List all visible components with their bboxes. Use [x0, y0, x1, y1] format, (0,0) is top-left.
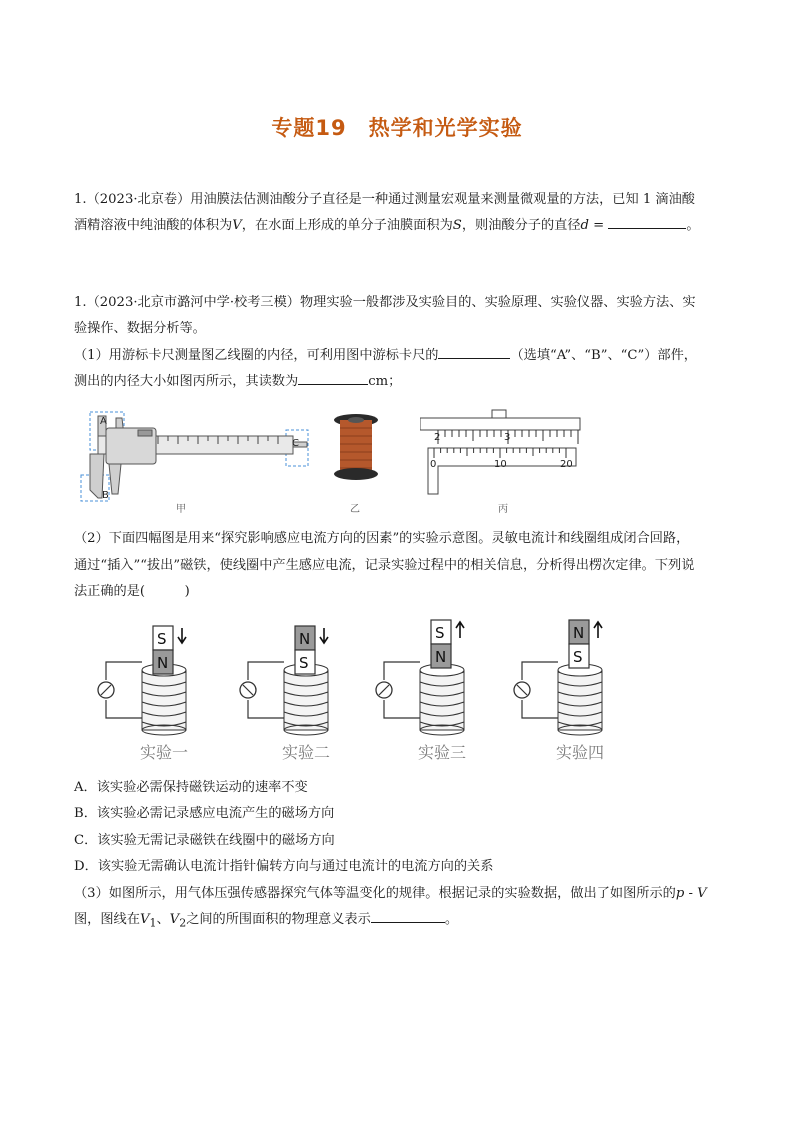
- magnet-bottom-label: N: [435, 648, 447, 666]
- vernier-scale-figure: [420, 408, 585, 500]
- coil-hole: [348, 417, 364, 423]
- main-scale-label-3: 3: [504, 432, 511, 443]
- q1-answer-blank[interactable]: [608, 214, 686, 229]
- q2-sub1-text-a: （1）用游标卡尺测量图乙线圈的内径，可利用图中游标卡尺的: [74, 348, 439, 363]
- experiment-4-caption: 实验四: [555, 743, 604, 762]
- vernier-label-0: 0: [430, 459, 437, 470]
- magnet-bottom-label: S: [299, 654, 309, 672]
- q2-sub1-unit: cm；: [368, 374, 402, 389]
- q2-sub1-blank2[interactable]: [298, 370, 368, 385]
- coil-bottom-flange: [334, 468, 378, 480]
- q1-line1: [74, 187, 724, 213]
- option-a-text: A．该实验必需保持磁铁运动的速率不变: [74, 780, 308, 795]
- q2-sub3-end: 。: [444, 912, 458, 927]
- q2-sub3-v1-sub: 1: [149, 916, 157, 930]
- q2-sub2-line2: [74, 553, 724, 579]
- q2-sub3-sep: 、: [156, 912, 170, 927]
- option-c[interactable]: [74, 828, 724, 854]
- main-scale-label-2: 2: [434, 432, 441, 443]
- option-d-text: D．该实验无需确认电流计指针偏转方向与通过电流计的电流方向的关系: [74, 859, 494, 874]
- q2-sub2-line3: [74, 579, 724, 605]
- q2-sub3-blank[interactable]: [371, 908, 445, 923]
- q2-text-2: 验操作、数据分析等。: [74, 321, 206, 336]
- magnet-top-label: N: [573, 624, 585, 642]
- q2-sub3-text-1: （3）如图所示，用气体压强传感器探究气体等温变化的规律。根据记录的实验数据，做出了如图所示的: [74, 886, 676, 901]
- q1-end: 。: [686, 218, 700, 233]
- arrow-down-icon: [320, 628, 328, 643]
- coil-figure: [326, 410, 386, 490]
- main-scale-beam: [420, 418, 580, 430]
- experiment-2-diagram: [228, 618, 368, 740]
- q1-var-v: V: [232, 218, 242, 233]
- q2-sub1-blank1[interactable]: [438, 344, 510, 359]
- q2-sub1-line1: [74, 343, 724, 369]
- q2-line2: [74, 316, 724, 342]
- q2-text-1: 1.（2023·北京市潞河中学·校考三模）物理实验一般都涉及实验目的、实验原理、实验仪器、实验方法、实: [74, 295, 696, 310]
- q2-sub3-v1: V: [139, 912, 150, 927]
- option-d[interactable]: [74, 854, 724, 880]
- q2-sub2-line1: [74, 526, 724, 552]
- arrow-up-icon: [594, 622, 602, 638]
- q1-var-s: S: [452, 218, 462, 233]
- experiment-1-diagram: [86, 618, 226, 740]
- q1-text-2a: 酒精溶液中纯油酸的体积为: [74, 218, 233, 233]
- q2-sub2-text-2: 通过“插入”“拔出”磁铁，使线圈中产生感应电流，记录实验过程中的相关信息，分析得出楞次定律。下列说: [74, 558, 695, 573]
- fig-caption-jia: 甲: [176, 504, 186, 515]
- arrow-down-icon: [178, 628, 186, 643]
- label-b: B: [102, 490, 109, 501]
- option-b[interactable]: [74, 801, 724, 827]
- vernier-label-20: 20: [560, 459, 573, 470]
- q1-equals: =: [588, 218, 609, 233]
- lock-screw: [138, 430, 152, 436]
- q2-sub1-text-b: （选填“A”、“B”、“C”）部件，: [510, 348, 697, 363]
- q2-line1: [74, 290, 724, 316]
- magnet-top-label: N: [299, 630, 311, 648]
- vernier-caliper-figure: [78, 408, 313, 503]
- q2-sub2-text-1: （2）下面四幅图是用来“探究影响感应电流方向的因素”的实验示意图。灵敏电流计和线圈组成闭合回路，: [74, 531, 690, 546]
- q2-sub3-v2: V: [169, 912, 180, 927]
- q2-sub2-text-3: 法正确的是( ): [74, 584, 190, 599]
- q2-sub3-line2: [74, 907, 724, 937]
- q1-text-2c: ，则油酸分子的直径: [461, 218, 581, 233]
- experiment-2-caption: 实验二: [281, 743, 330, 762]
- q2-sub1-line2: [74, 369, 724, 395]
- vernier-label-10: 10: [494, 459, 507, 470]
- magnet-top-label: S: [435, 624, 445, 642]
- magnet-top-label: S: [157, 630, 167, 648]
- coil-body: [420, 670, 464, 730]
- q2-sub3-v2-sub: 2: [179, 916, 187, 930]
- q1-var-d: d: [580, 218, 589, 233]
- q1-text-2b: ，在水面上形成的单分子油膜面积为: [241, 218, 453, 233]
- magnet-bottom-label: S: [573, 648, 583, 666]
- q2-sub3-pv: p - V: [675, 886, 707, 901]
- magnet-bottom-label: N: [157, 654, 169, 672]
- q1-line2: [74, 213, 724, 239]
- q2-sub3-text-2b: 之间的所围面积的物理意义表示: [186, 912, 371, 927]
- option-c-text: C．该实验无需记录磁铁在线圈中的磁场方向: [74, 833, 335, 848]
- coil-body: [558, 670, 602, 730]
- fig-caption-yi: 乙: [350, 504, 360, 515]
- q2-sub3-line1: [74, 881, 724, 907]
- q2-sub1-text-c: 测出的内径大小如图丙所示，其读数为: [74, 374, 299, 389]
- page-title: 专题19 热学和光学实验: [271, 116, 523, 140]
- experiment-3-caption: 实验三: [417, 743, 466, 762]
- experiment-4-diagram: [502, 618, 642, 740]
- coil-body: [284, 670, 328, 730]
- label-c: C: [292, 438, 299, 449]
- vernier-slider-plate: [428, 448, 576, 494]
- experiment-1-caption: 实验一: [139, 743, 188, 762]
- coil-body: [142, 670, 186, 730]
- experiment-3-diagram: [364, 618, 504, 740]
- q1-text-1: 1.（2023·北京卷）用油膜法估测油酸分子直径是一种通过测量宏观量来测量微观量的方法，已知 1 滴油酸: [74, 192, 695, 207]
- fig-caption-bing: 丙: [498, 504, 508, 515]
- label-a: A: [100, 416, 107, 427]
- scale-screw: [492, 410, 506, 418]
- q2-sub3-text-2a: 图，图线在: [74, 912, 140, 927]
- option-a[interactable]: [74, 775, 724, 801]
- arrow-up-icon: [456, 622, 464, 638]
- option-b-text: B．该实验必需记录感应电流产生的磁场方向: [74, 806, 335, 821]
